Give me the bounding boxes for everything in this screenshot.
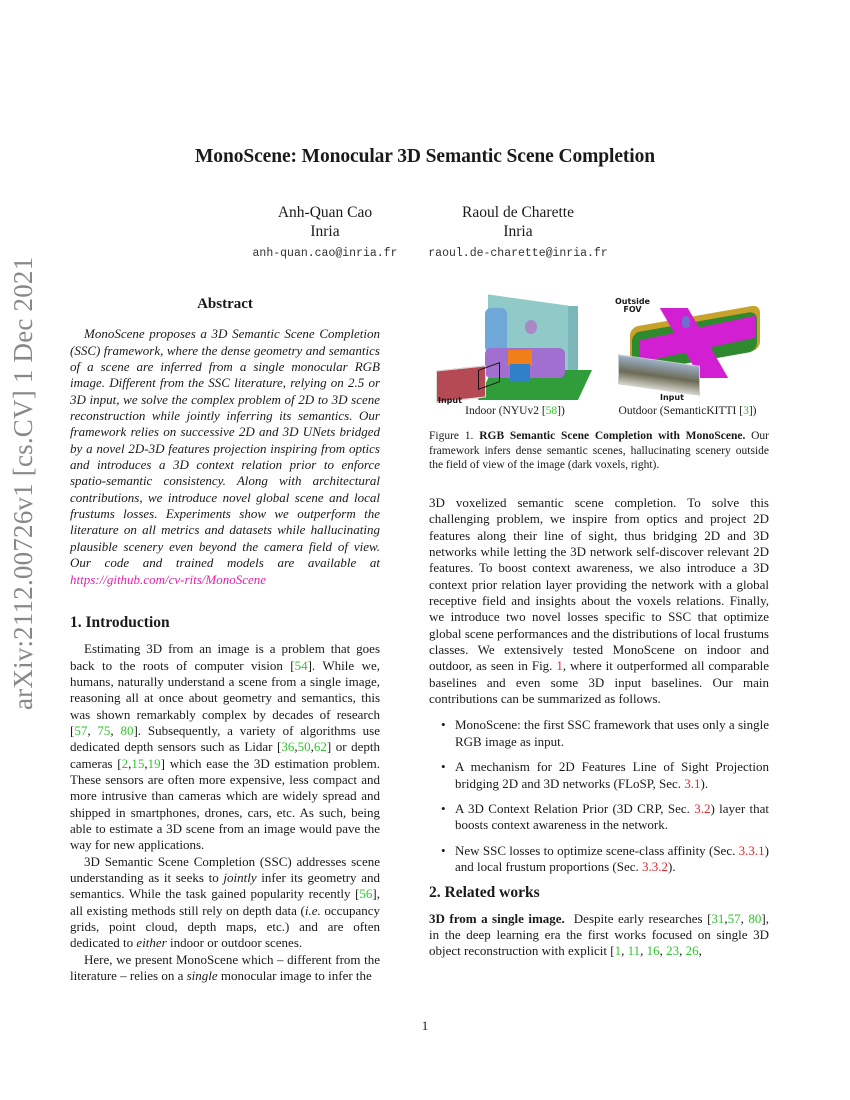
figure-1-caption: Figure 1. RGB Semantic Scene Completion with MonoScene. Our framework infers dense semantic scenes, hallucinating scenery outside the field of view of the image (dark voxels, right). [429, 430, 769, 471]
section-ref-link[interactable]: 3.3.1 [738, 842, 765, 858]
citation-link[interactable]: 57 [74, 722, 88, 738]
abstract-heading: Abstract [197, 296, 253, 312]
intro-paragraph-2: 3D Semantic Scene Completion (SSC) addresses scene understanding as it seeks to jointly infer its geometry and semantics. While the task gained popularity recently [56], all existing methods still rely on depth data (i.e. occupancy grids, point cloud, depth maps, etc.) and are often dedicated to either indoor or outdoor scenes. [70, 853, 380, 951]
citation-link[interactable]: 2 [121, 755, 129, 771]
abstract-body: MonoScene proposes a 3D Semantic Scene Completion (SSC) framework, where the dense geometry and semantics of a scene are inferred from a single monocular RGB image. Different from the SSC literature, relying on 2.5 or 3D input, we solve the complex problem of 2D to 3D scene reconstruction while jointly inferring its semantics. Our framework relies on successive 2D and 3D UNets bridged by a novel 2D-3D features projection inspiring from optics and introduces a 3D context relation prior to enforce spatio-semantic consistency. Along with architectural contributions, we introduce novel global scene and local frustums losses. Experiments show we outperform the literature on all metrics and datasets while hallucinating plausible scenery even beyond the camera field of view. Our code and trained models are available at [70, 326, 380, 571]
citation-link[interactable]: 54 [294, 657, 308, 673]
citation-link[interactable]: 75 [97, 722, 111, 738]
right-column [429, 495, 769, 960]
author-email[interactable]: raoul.de-charette@inria.fr [428, 247, 608, 260]
author-email[interactable]: anh-quan.cao@inria.fr [252, 247, 398, 260]
contribution-item: • A mechanism for 2D Features Line of Sight Projection bridging 2D and 3D networks (FLoSP, Sec. 3.1). [455, 759, 769, 792]
author-name: Raoul de Charette [462, 204, 574, 221]
abstract-text [70, 326, 380, 588]
arxiv-stamp: arXiv:2112.00726v1 [cs.CV] 1 Dec 2021 [8, 256, 38, 710]
citation-link[interactable]: 3 [743, 405, 749, 417]
citation-link[interactable]: 56 [359, 886, 373, 902]
intro-paragraph-4: 3D voxelized semantic scene completion. To solve this challenging problem, we inspire from optics and project 2D features along their line of sight, thus bridging 2D and 3D networks while letting the 3D network self-discover relevant 2D features. To boost context awareness, we also introduce a 3D context prior relation layer providing the network with a global receptive field and insights about the voxels relations. Finally, we introduce two novel losses specific to SSC that optimize global scene performances and the distributions of local frustums classes. We extensively tested MonoScene on indoor and outdoor, as seen in Fig. 1, where it outperformed all comparable baselines and even some 3D input baselines. Our main contributions can be summarized as follows. [429, 495, 769, 707]
contribution-item: • A 3D Context Relation Prior (3D CRP, Sec. 3.2) layer that boosts context awareness in the network. [455, 801, 769, 834]
page-number: 1 [421, 1018, 429, 1033]
author-affiliation: Inria [503, 223, 533, 240]
figure-1-right-label: Outdoor (SemanticKITTI [3]) [618, 405, 757, 417]
citation-link[interactable]: 15 [131, 755, 145, 771]
citation-link[interactable]: 23 [666, 943, 680, 959]
citation-link[interactable]: 50 [297, 739, 311, 755]
citation-link[interactable]: 16 [646, 943, 660, 959]
contributions-list [429, 717, 769, 875]
citation-link[interactable]: 1 [614, 943, 622, 959]
author-name: Anh-Quan Cao [277, 204, 373, 221]
figure-1 [430, 298, 770, 418]
figure-ref-link[interactable]: 1 [556, 658, 563, 674]
outside-fov-label: Outside FOV [615, 297, 650, 314]
citation-link[interactable]: 58 [545, 405, 558, 417]
code-url-link[interactable]: https://github.com/cv-rits/MonoScene [70, 571, 267, 587]
figure-1-left-label: Indoor (NYUv2 [58]) [465, 405, 565, 417]
citation-link[interactable]: 80 [120, 722, 134, 738]
citation-link[interactable]: 57 [727, 910, 741, 926]
citation-link[interactable]: 80 [748, 910, 762, 926]
intro-paragraph-3: Here, we present MonoScene which – different from the literature – relies on a single monocular image to infer the [70, 951, 380, 984]
left-column [70, 296, 380, 984]
author-affiliation: Inria [310, 223, 340, 240]
section-ref-link[interactable]: 3.2 [694, 800, 711, 816]
citation-link[interactable]: 62 [313, 739, 327, 755]
intro-paragraph-1: Estimating 3D from an image is a problem that goes back to the roots of computer vision [54]. While we, humans, naturally understand a scene from a single image, reasoning all at once about geometry and semantics, this was shown remarkably complex by decades of research [57, 75, 80]. Subsequently, a variety of algorithms use dedicated depth sensors such as Lidar [36,50,62] or depth cameras [2,15,19] which ease the 3D estimation problem. These sensors are often more expensive, less compact and more intrusive than cameras which are widely spread and shipped in smartphones, drones, cars, etc. As such, being able to estimate a 3D scene from an image would pave the way for new applications. [70, 641, 380, 853]
author-block-2 [408, 203, 628, 263]
citation-link[interactable]: 36 [281, 739, 295, 755]
citation-link[interactable]: 31 [711, 910, 725, 926]
citation-link[interactable]: 11 [627, 943, 641, 959]
section-ref-link[interactable]: 3.3.2 [642, 858, 669, 874]
introduction-heading: 1. Introduction [70, 613, 170, 631]
contribution-item: • MonoScene: the first SSC framework that uses only a single RGB image as input. [455, 717, 769, 750]
contribution-item: • New SSC losses to optimize scene-class affinity (Sec. 3.3.1) and local frustum proportions (Sec. 3.3.2). [455, 843, 769, 876]
citation-link[interactable]: 19 [147, 755, 161, 771]
indoor-voxel-render [430, 298, 600, 403]
related-works-paragraph: 3D from a single image. Despite early researches [31,57, 80], in the deep learning era the first works focused on single 3D object reconstruction with explicit [1, 11, 16, 23, 26, [429, 910, 769, 959]
citation-link[interactable]: 26 [685, 943, 699, 959]
related-works-heading: 2. Related works [429, 884, 540, 902]
paper-title: MonoScene: Monocular 3D Semantic Scene Completion [195, 146, 655, 167]
section-ref-link[interactable]: 3.1 [684, 775, 701, 791]
author-block-1 [215, 203, 435, 263]
input-label: Input [438, 396, 462, 405]
outdoor-voxel-render: Outside FOV Input [610, 298, 770, 403]
